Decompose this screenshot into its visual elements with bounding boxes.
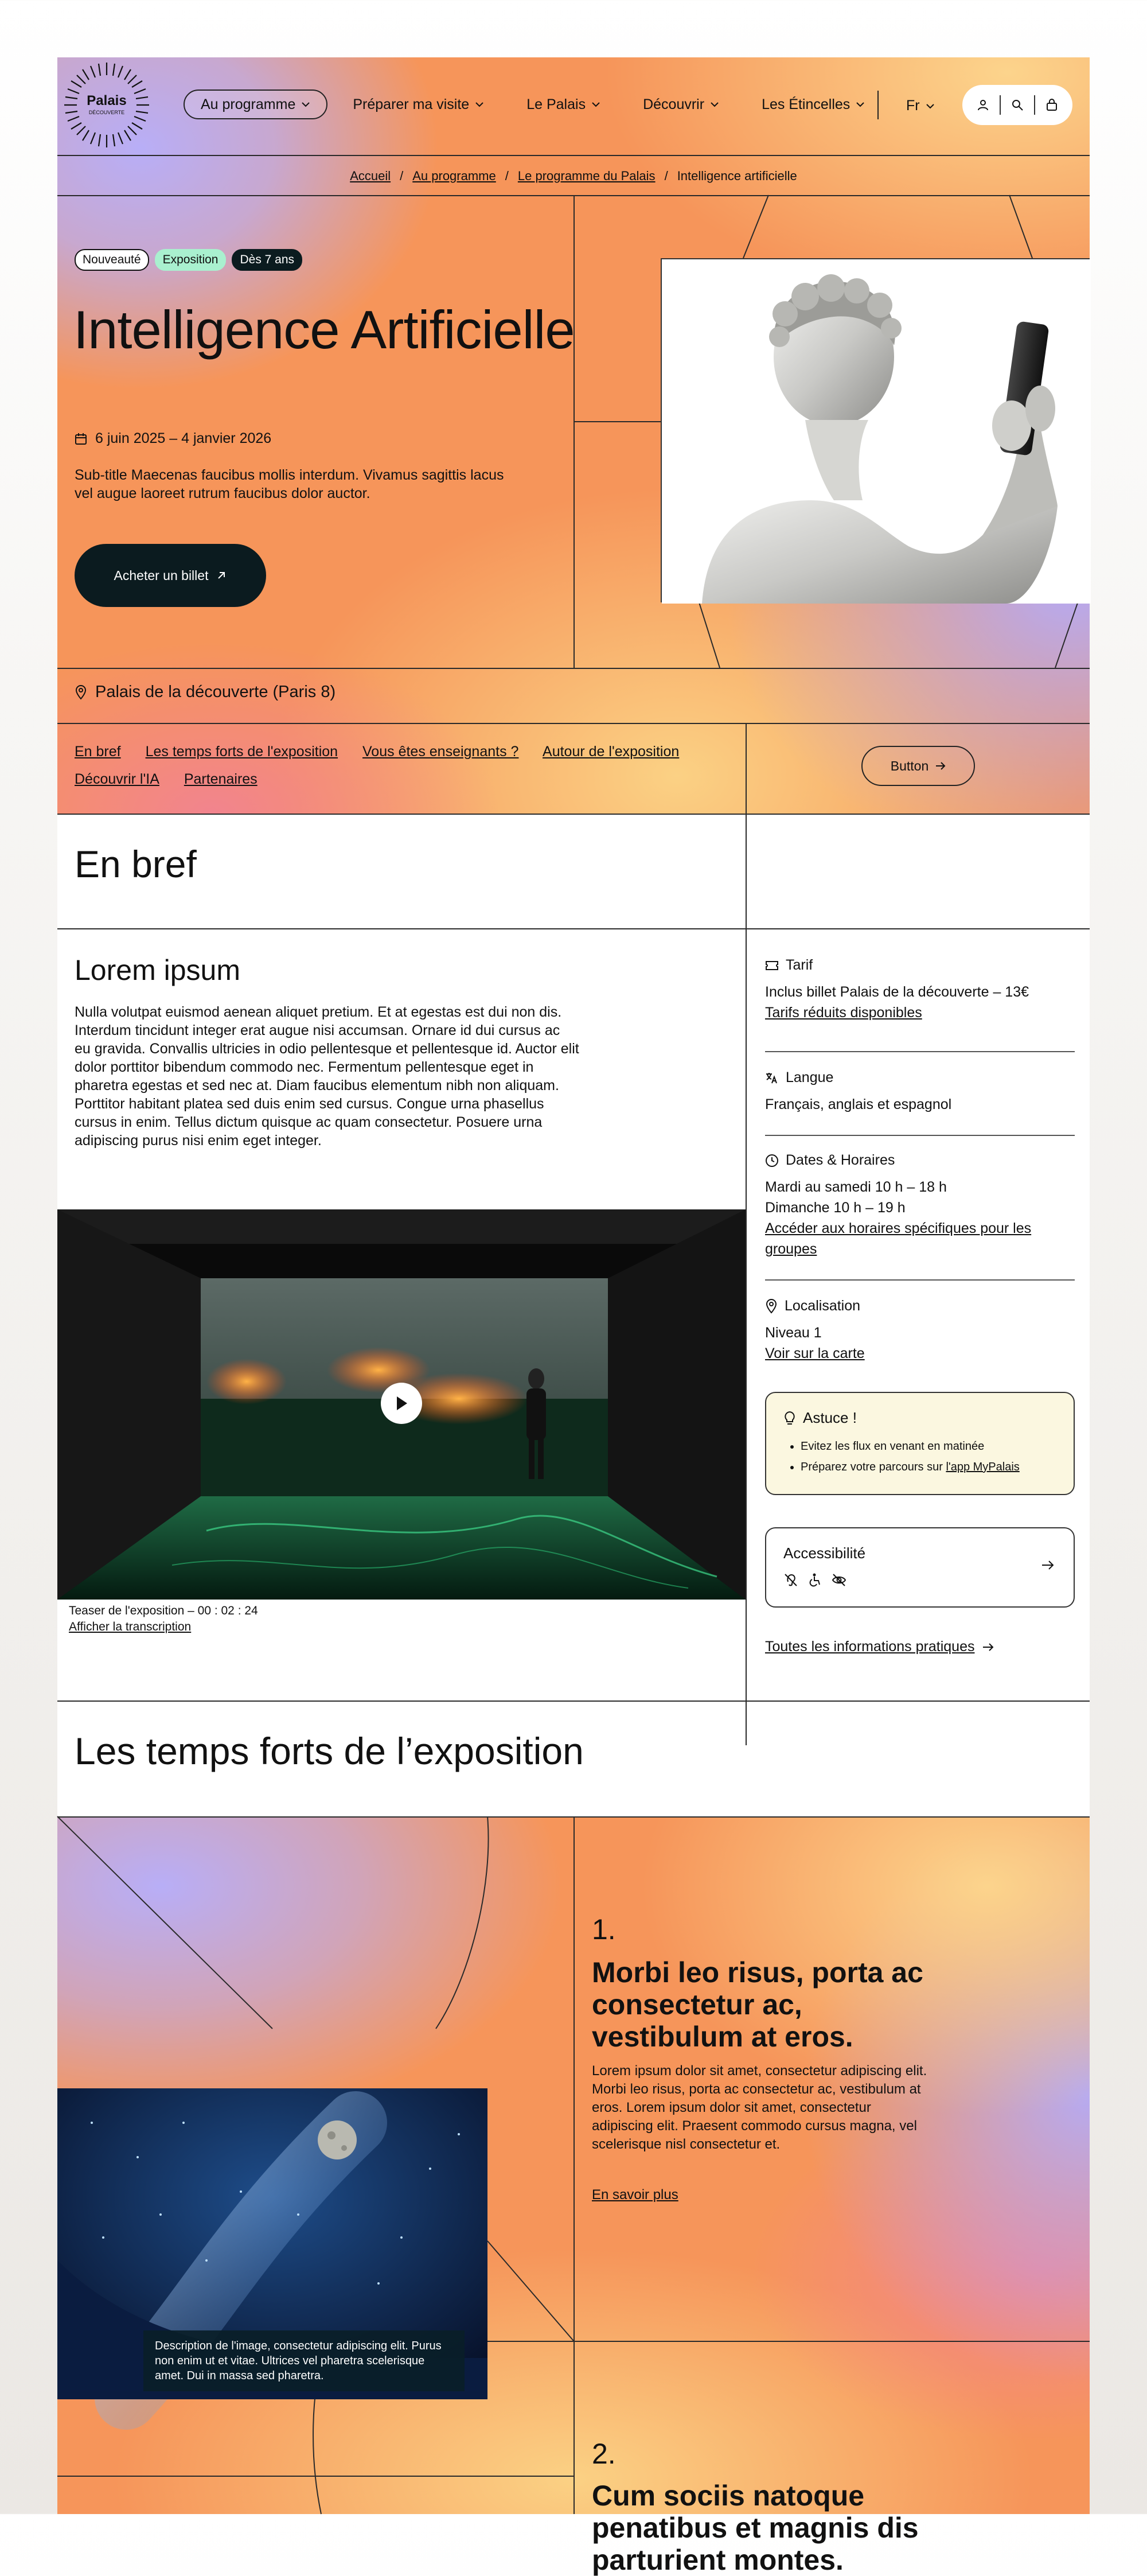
play-button[interactable] (381, 1383, 422, 1424)
hero-divider (574, 195, 575, 668)
section-border (57, 1701, 1090, 1702)
tag-nouveaute: Nouveauté (75, 249, 149, 271)
nav-item-etincelles[interactable] (744, 90, 882, 119)
breadcrumb-home[interactable]: Accueil (350, 169, 391, 183)
calendar-icon (75, 433, 87, 445)
location-pin-icon (765, 1299, 778, 1314)
brief-text: Nulla volutpat euismod aenean aliquet pretium. Et at egestas est dui non dis. Interdum tincidunt integer erat augue nisi accumsan. Ornare id dui cursus ac eu gravida. Convallis ultricies in odio pellentesque et pellentesque id. Auctor elit dolor porttitor bibendum commodo nec. Fermentum pellentesque eget in pharetra egestas et sed nec at. Diam faucibus elementum nibh non aliquam. Porttitor habitant platea sed duis enim sed cursus. Congue urna phasellus cursus in enim. Tellus dictum quisque ac quam consectetur. Posuere urna adipiscing purus nisi enim eget integer. (75, 1004, 579, 1149)
horaires-line1: Mardi au samedi 10 h – 18 h (765, 1179, 947, 1195)
hero-location-text: Palais de la découverte (Paris 8) (95, 683, 336, 701)
highlight-title: Cum sociis natoque penatibus et magnis dis parturient montes. (592, 2480, 919, 2576)
logo-tagline: DÉCOUVERTE (88, 110, 125, 115)
page (57, 57, 1090, 2576)
anchors-border (57, 814, 1090, 815)
nav-item-label: Le Palais (526, 96, 586, 112)
section-title-temps-forts: Les temps forts de l’exposition (75, 1730, 584, 1772)
lightbulb-icon (783, 1411, 796, 1426)
header-border (57, 155, 1090, 156)
transcript-link[interactable]: Afficher la transcription (69, 1620, 192, 1633)
tip-title: Astuce ! (803, 1409, 857, 1426)
chevron-down-icon (856, 102, 865, 107)
location-pin-icon (75, 685, 87, 700)
buy-ticket-button[interactable] (75, 544, 266, 607)
palais-logo[interactable] (62, 60, 151, 150)
accessibility-icons (783, 1573, 1056, 1587)
tag-age: Dès 7 ans (232, 249, 302, 271)
visually-impaired-icon (832, 1573, 846, 1587)
info-langue (765, 1069, 1075, 1115)
hero-location (75, 683, 335, 702)
language-selector[interactable] (906, 98, 935, 114)
breadcrumb-au-programme[interactable]: Au programme (412, 169, 496, 183)
header-divider (877, 91, 879, 119)
logo-wordmark: Palais (87, 93, 127, 108)
hero-grid-line (574, 421, 661, 422)
breadcrumb-programme-palais[interactable]: Le programme du Palais (517, 169, 656, 183)
section-border (57, 928, 1090, 929)
tip-item (801, 1457, 1056, 1477)
breadcrumb-current: Intelligence artificielle (677, 169, 797, 183)
arrow-right-icon (982, 1643, 994, 1651)
anchor-en-bref[interactable]: En bref (75, 744, 121, 760)
chevron-down-icon (710, 102, 719, 107)
arrow-right-icon (935, 762, 946, 770)
tool-divider (1000, 95, 1001, 115)
header-tools (962, 85, 1072, 125)
teaser-video[interactable] (57, 1209, 746, 1600)
highlight-number: 1. (592, 1913, 616, 1945)
user-icon[interactable] (976, 98, 990, 112)
anchor-decouvrir-ia[interactable]: Découvrir l'IA (75, 771, 159, 787)
buy-ticket-label: Acheter un billet (114, 567, 209, 583)
chevron-down-icon (591, 102, 600, 107)
info-divider (765, 1135, 1075, 1136)
nav-item-label: Préparer ma visite (353, 96, 470, 112)
hero-image (661, 258, 1090, 602)
map-link[interactable]: Voir sur la carte (765, 1345, 865, 1361)
section-title-en-bref: En bref (75, 843, 197, 885)
language-label: Fr (906, 98, 920, 114)
practical-info-label: Toutes les informations pratiques (765, 1639, 975, 1655)
info-tarif (765, 957, 1075, 1023)
arrow-right-icon (1041, 1561, 1054, 1570)
wheelchair-icon (807, 1573, 822, 1587)
nav-item-au-programme[interactable] (184, 90, 327, 119)
brief-heading: Lorem ipsum (75, 954, 240, 986)
info-localisation (765, 1298, 1075, 1364)
langue-label: Langue (786, 1069, 834, 1085)
group-hours-link[interactable]: Accéder aux horaires spécifiques pour les groupes (765, 1220, 1032, 1257)
highlight-title: Morbi leo risus, porta ac consectetur ac, vestibulum at eros. (592, 1956, 923, 2053)
page-title: Intelligence Artificielle (73, 299, 575, 360)
ticket-icon (765, 960, 779, 971)
nav-item-label: Au programme (201, 96, 296, 112)
highlight-read-more-link[interactable]: En savoir plus (592, 2187, 678, 2203)
location-border (57, 723, 1090, 724)
anchor-enseignants[interactable]: Vous êtes enseignants ? (362, 744, 519, 760)
reduced-rates-link[interactable]: Tarifs réduits disponibles (765, 1005, 922, 1021)
horaires-label: Dates & Horaires (786, 1152, 895, 1168)
accessibility-title: Accessibilité (783, 1544, 866, 1562)
basket-icon[interactable] (1045, 98, 1059, 112)
hero-subtitle: Sub-title Maecenas faucibus mollis interdum. Vivamus sagittis lacus vel augue laoreet rutrum faucibus dolor auctor. (75, 467, 504, 501)
breadcrumb-separator: / (400, 169, 404, 183)
nav-item-le-palais[interactable] (509, 90, 618, 119)
highlight-number: 2. (592, 2438, 616, 2470)
video-caption-text: Teaser de l'exposition – 00 : 02 : 24 (69, 1604, 258, 1617)
breadcrumb (57, 157, 1090, 195)
hearing-impaired-icon (783, 1573, 798, 1587)
main-nav (184, 90, 890, 119)
info-horaires (765, 1152, 1075, 1259)
tarif-label: Tarif (786, 957, 813, 973)
highlights-divider (574, 1816, 575, 2514)
clock-icon (765, 1154, 779, 1168)
anchor-button-label: Button (890, 758, 929, 773)
translate-icon (765, 1072, 779, 1084)
chevron-down-icon (301, 102, 310, 107)
tip-card (765, 1392, 1075, 1495)
tarif-value: Inclus billet Palais de la découverte – 13€ (765, 984, 1029, 1000)
hero-dates (75, 430, 271, 447)
anchor-partenaires[interactable]: Partenaires (184, 771, 258, 787)
hero-dates-text: 6 juin 2025 – 4 janvier 2026 (95, 430, 272, 446)
nav-item-label: Découvrir (643, 96, 705, 112)
tip-item-text: Préparez votre parcours sur (801, 1461, 946, 1473)
nav-item-decouvrir[interactable] (626, 90, 736, 119)
nav-item-preparer-visite[interactable] (335, 90, 501, 119)
horaires-line2: Dimanche 10 h – 19 h (765, 1200, 906, 1216)
video-caption (69, 1603, 258, 1635)
breadcrumb-separator: / (664, 169, 668, 183)
anchor-nav (75, 738, 728, 793)
chevron-down-icon (475, 102, 484, 107)
anchor-button[interactable] (861, 746, 975, 786)
hero-bottom-border (57, 668, 1090, 669)
search-icon[interactable] (1011, 98, 1024, 112)
chevron-down-icon (926, 103, 935, 109)
anchor-temps-forts[interactable]: Les temps forts de l'exposition (145, 744, 338, 760)
tip-list (783, 1436, 1056, 1477)
highlight-image-caption: Description de l'image, consectetur adipiscing elit. Purus non enim ut et vitae. Ultrices vel pharetra scelerisque amet. Dui in massa sed pharetra. (143, 2330, 465, 2391)
hero-tags (75, 249, 302, 271)
tip-item: • Evitez les flux en venant en matinée (801, 1436, 1056, 1457)
info-divider (765, 1279, 1075, 1281)
play-icon (395, 1395, 408, 1411)
localisation-value: Niveau 1 (765, 1325, 822, 1341)
localisation-label: Localisation (785, 1298, 861, 1314)
highlight-text: Lorem ipsum dolor sit amet, consectetur adipiscing elit. Morbi leo risus, porta ac consectetur ac, vestibulum at eros. Lorem ipsum dolor sit amet, consectetur adipiscing elit. Praesent commodo cursus magna, vel scelerisque nisl consectetur et. (592, 2063, 927, 2152)
anchor-autour[interactable]: Autour de l'exposition (543, 744, 680, 760)
tool-divider (1034, 95, 1035, 115)
nav-item-label: Les Étincelles (762, 96, 851, 112)
breadcrumb-separator: / (505, 169, 509, 183)
info-divider (765, 1051, 1075, 1052)
accessibility-card[interactable] (765, 1527, 1075, 1608)
langue-value: Français, anglais et espagnol (765, 1096, 952, 1112)
mypalais-app-link[interactable]: l'app MyPalais (946, 1461, 1020, 1473)
arrow-up-right-icon (216, 570, 227, 581)
practical-info-link[interactable] (765, 1639, 994, 1655)
content-column-divider (746, 723, 747, 1745)
tag-exposition: Exposition (155, 249, 227, 271)
